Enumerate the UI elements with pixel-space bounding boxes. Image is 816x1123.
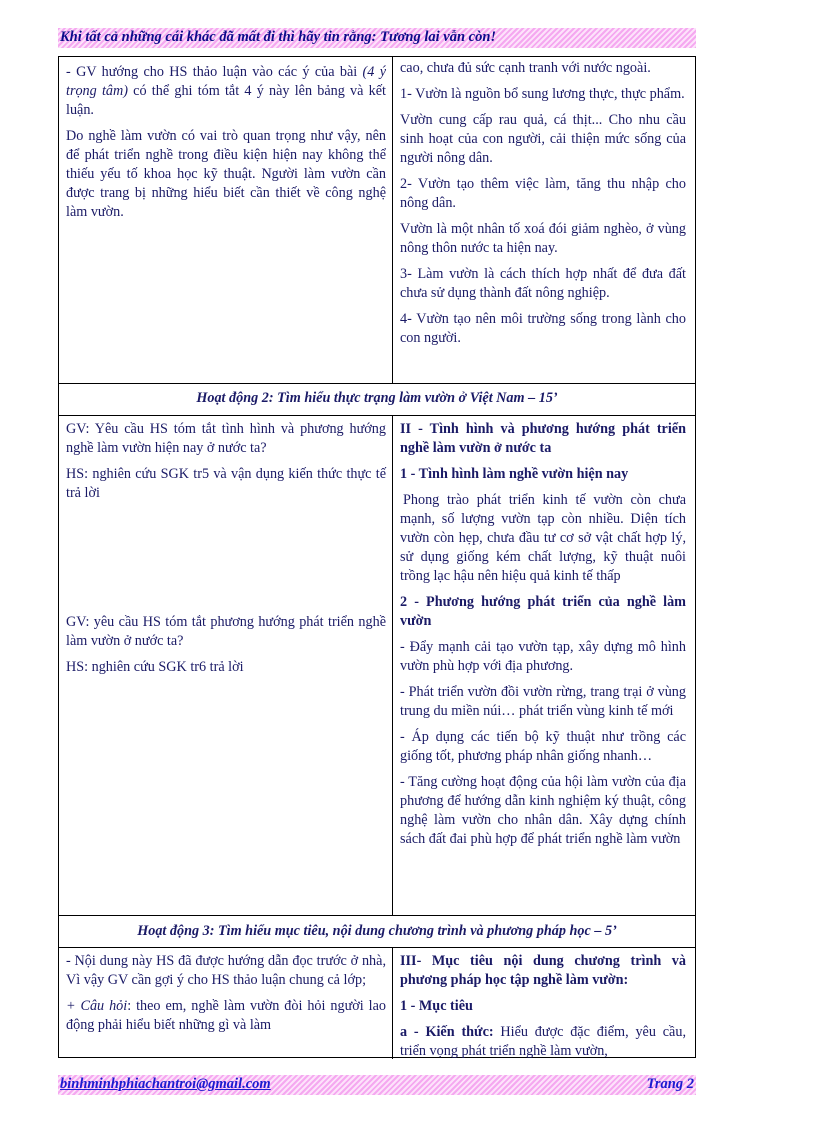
activity3-right: III- Mục tiêu nội dung chương trình và phương pháp học tập nghề làm vườn: 1 - Mục tiêu a - Kiến thức: Hiểu được đặc điểm, yêu cầu, triển vọng phát triển nghề làm vườn, — [400, 953, 686, 1059]
section1-right: cao, chưa đủ sức cạnh tranh với nước ngoài. 1- Vườn là nguồn bổ sung lương thực, thực phẩm. Vườn cung cấp rau quả, cá thịt... Cho nhu cầu sinh hoạt của con người, cải thiện mức sống của người nông dân. 2- Vườn tạo thêm việc làm, tăng thu nhập cho nông dân. Vườn là một nhân tố xoá đói giảm nghèo, ở vùng nông thôn nước ta hiện nay. 3- Làm vườn là cách thích hợp nhất để đưa đất chưa sử dụng thành đất nông nghiệp. 4- Vườn tạo nên môi trường sống trong lành cho con người. — [400, 60, 686, 346]
footer-email-link[interactable]: binhminhphiachantroi@gmail.com — [60, 1076, 271, 1092]
row-divider — [59, 383, 695, 384]
footer-band — [58, 1075, 696, 1095]
column-divider — [392, 57, 393, 383]
activity3-title: Hoạt động 3: Tìm hiểu mục tiêu, nội dung chương trình và phương pháp học – 5’ — [137, 923, 617, 939]
page-number: Trang 2 — [646, 1076, 694, 1092]
row-divider — [59, 415, 695, 416]
lesson-table — [58, 56, 696, 1058]
activity2-title: Hoạt động 2: Tìm hiểu thực trạng làm vườn ở Việt Nam – 15’ — [196, 390, 558, 406]
header-quote: Khi tất cả những cái khác đã mất đi thì hãy tin rằng: Tương lai vẫn còn! — [60, 29, 497, 45]
column-divider — [392, 947, 393, 1059]
activity2-right: II - Tình hình và phương hướng phát triển nghề làm vườn ở nước ta 1 - Tình hình làm nghề vườn hiện nay Phong trào phát triển kinh tế vườn còn chưa mạnh, số lượng vườn tạp còn nhiều. Diện tích vườn còn hẹp, chưa đầu tư cơ sở vật chất hợp lý, sử dụng giống kém chất lượng, kỹ thuật nuôi trồng lạc hậu nên hiệu quả kinh tế thấp 2 - Phương hướng phát triển của nghề làm vườn - Đẩy mạnh cải tạo vườn tạp, xây dựng mô hình vườn phù hợp với địa phương. - Phát triển vườn đồi vườn rừng, trang trại ở vùng trung du miền núi… phát triển vùng kinh tế mới - Áp dụng các tiến bộ kỹ thuật như trồng các giống tốt, phương pháp nhân giống nhanh… - Tăng cường hoạt động của hội làm vườn của địa phương để hướng dẫn kinh nghiệm ký thuật, công nghệ làm vườn cho nhân dân. Xây dựng chính sách đất đai phù hợp để phát triển nghề làm vườn — [400, 421, 686, 847]
section1-left: - GV hướng cho HS thảo luận vào các ý của bài (4 ý trọng tâm) có thể ghi tóm tắt 4 ý này lên bảng và kết luận. Do nghề làm vườn có vai trò quan trọng như vậy, nên để phát triển nghề trong điều kiện hiện nay không thể thiếu yếu tố khoa học kỹ thuật. Người làm vườn cần được trang bị những hiểu biết cần thiết về công nghệ làm vườn. — [66, 64, 386, 220]
activity3-left: - Nội dung này HS đã được hướng dẫn đọc trước ở nhà, Vì vậy GV cần gợi ý cho HS thảo luận chung cả lớp; + Câu hỏi: theo em, nghề làm vườn đòi hỏi người lao động phải hiểu biết những gì và làm — [66, 953, 386, 1033]
row-divider — [59, 947, 695, 948]
row-divider — [59, 915, 695, 916]
column-divider — [392, 415, 393, 915]
header-band — [58, 28, 696, 48]
activity2-left: GV: Yêu cầu HS tóm tắt tình hình và phương hướng nghề làm vườn hiện nay ở nước ta? HS: nghiên cứu SGK tr5 và vận dụng kiến thức thực tế trả lời — [66, 421, 386, 501]
activity2-left-2: GV: yêu cầu HS tóm tắt phương hướng phát triển nghề làm vườn ở nước ta? HS: nghiên cứu SGK tr6 trả lời — [66, 614, 386, 675]
